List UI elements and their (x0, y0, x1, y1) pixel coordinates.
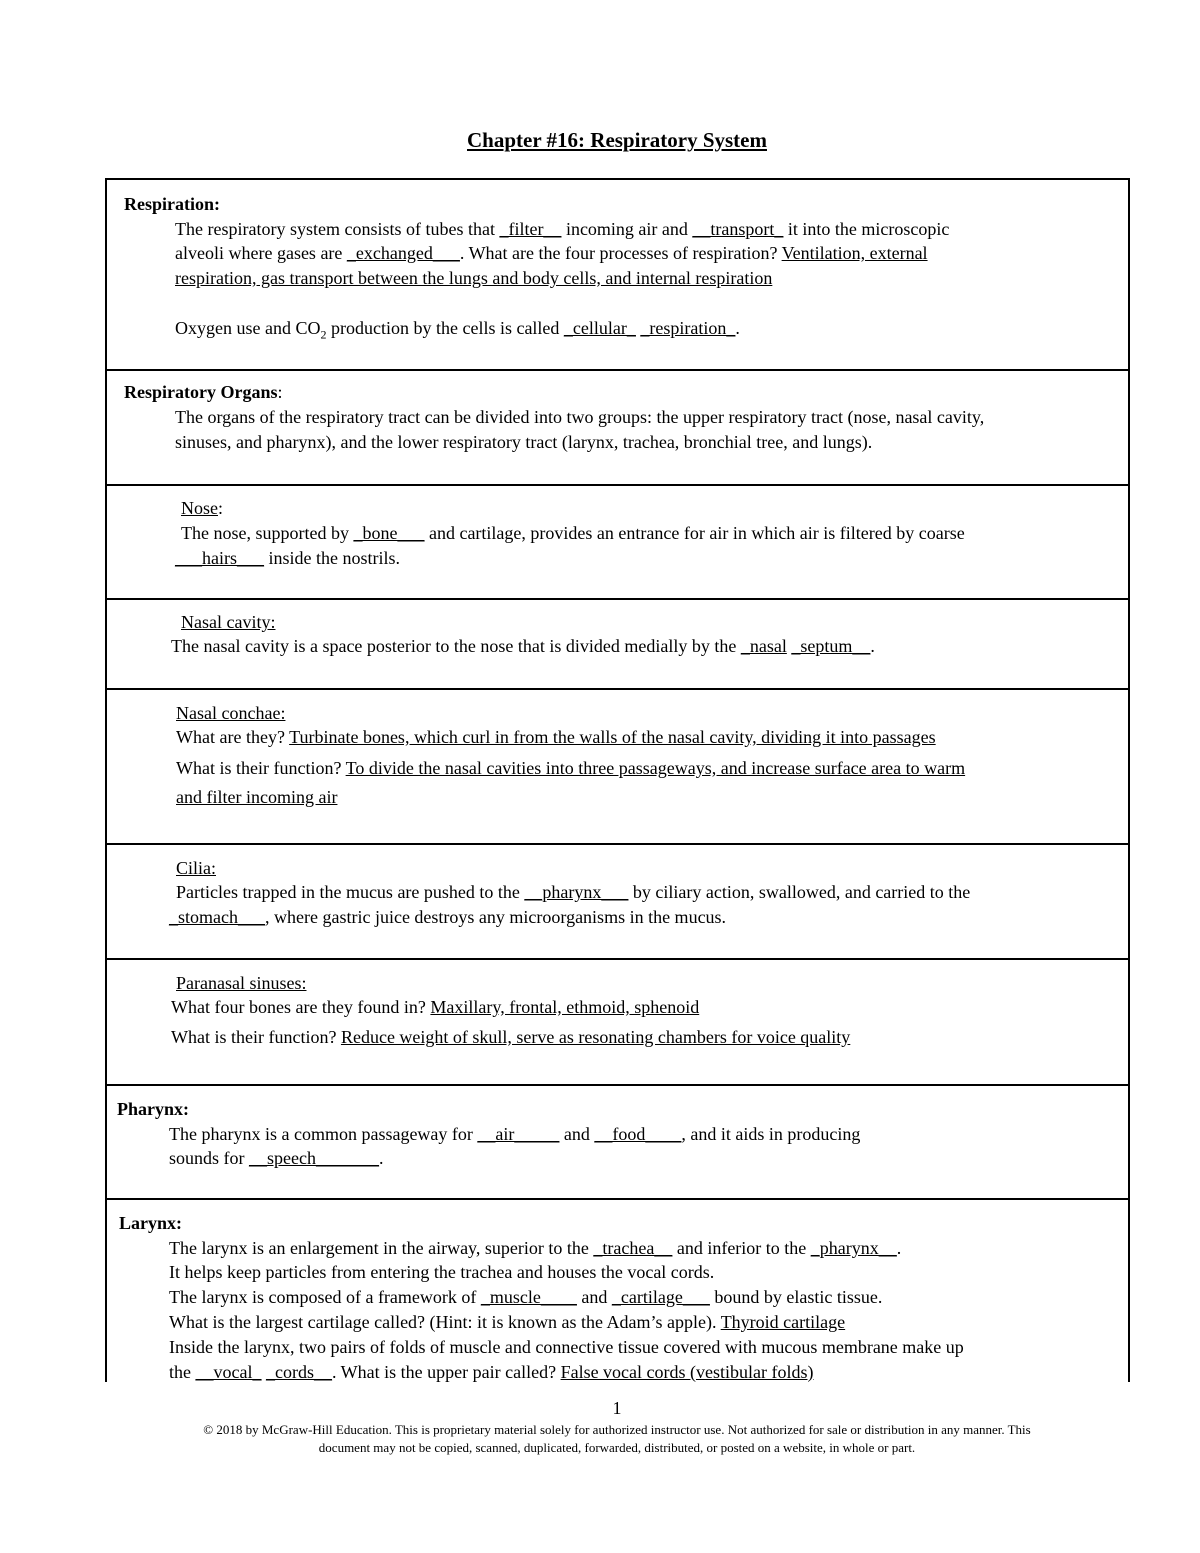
text: : (218, 498, 224, 518)
subsection-heading: Nose (181, 498, 218, 518)
answer-text: and filter incoming air (176, 787, 338, 807)
answer-text: Reduce weight of skull, serve as resonating chambers for voice quality (340, 1027, 851, 1047)
answer-blank: _cords__ (265, 1362, 332, 1382)
text: The larynx is composed of a framework of (169, 1287, 481, 1307)
cilia-line-1 (176, 881, 970, 903)
question: What four bones are they found in? (171, 997, 431, 1017)
text: . What is the upper pair called? (331, 1362, 561, 1382)
text: sounds for (169, 1148, 249, 1168)
answer-blank: __air_____ (477, 1124, 560, 1144)
text: production by the cells is called (326, 318, 564, 338)
answer-blank: __speech_______ (249, 1148, 379, 1168)
answer-blank: __transport_ (692, 219, 784, 239)
page-title: Chapter #16: Respiratory System (467, 128, 767, 152)
pharynx-line-2 (169, 1147, 383, 1169)
text: The pharynx is a common passageway for (169, 1124, 478, 1144)
subsection-heading: Nasal cavity: (181, 612, 276, 632)
answer-blank: _exchanged___ (346, 243, 460, 263)
question: What is their function? (176, 758, 346, 778)
answer-text: Turbinate bones, which curl in from the walls of the nasal cavity, dividing it into passages (289, 727, 936, 747)
subsection-heading: Paranasal sinuses: (176, 973, 307, 993)
text: and cartilage, provides an entrance for air in which air is filtered by coarse (424, 523, 965, 543)
answer-blank: __food____ (594, 1124, 682, 1144)
nose-line-2 (175, 547, 400, 569)
section-heading: Respiratory Organs (124, 382, 278, 402)
answer-text: To divide the nasal cavities into three passageways, and increase surface area to warm (345, 758, 966, 778)
section-larynx (107, 1198, 1128, 1384)
respiration-line-1 (175, 218, 949, 240)
answer-blank: _septum__ (791, 636, 871, 656)
answer-blank: __pharynx___ (524, 882, 629, 902)
answer-blank: _stomach___ (169, 907, 265, 927)
text: and (559, 1124, 595, 1144)
section-paranasal-sinuses (107, 958, 1128, 1086)
pharynx-line-1 (169, 1123, 860, 1145)
section-heading-line (124, 381, 283, 403)
section-nasal-conchae (107, 688, 1128, 845)
text: The nasal cavity is a space posterior to the nose that is divided medially by the (171, 636, 741, 656)
text: bound by elastic tissue. (709, 1287, 883, 1307)
text: incoming air and (561, 219, 693, 239)
conchae-question-1 (176, 726, 936, 748)
text: . (735, 318, 740, 338)
subsection-heading-line (181, 497, 223, 519)
section-heading: Pharynx: (117, 1099, 189, 1119)
text: by ciliary action, swallowed, and carried to the (628, 882, 971, 902)
text: . (870, 636, 875, 656)
subsection-heading: Nasal conchae: (176, 703, 286, 723)
organs-line-1: The organs of the respiratory tract can be divided into two groups: the upper respiratory tract (nose, nasal cavity, (175, 407, 985, 427)
larynx-line-5: Inside the larynx, two pairs of folds of muscle and connective tissue covered with mucous membrane make up (169, 1337, 964, 1357)
text: and (576, 1287, 612, 1307)
text: it into the microscopic (783, 219, 950, 239)
text: , and it aids in producing (681, 1124, 861, 1144)
question: What is the largest cartilage called? (Hint: it is known as the Adam’s apple). (169, 1312, 721, 1332)
text: , where gastric juice destroys any microorganisms in the mucus. (265, 907, 727, 927)
organs-line-2: sinuses, and pharynx), and the lower respiratory tract (larynx, trachea, bronchial tree, and lungs). (175, 432, 873, 452)
text: the (169, 1362, 196, 1382)
worksheet-table (105, 178, 1130, 1382)
answer-text: respiration, gas transport between the lungs and body cells, and internal respiration (175, 268, 773, 288)
larynx-line-2: It helps keep particles from entering the trachea and houses the vocal cords. (169, 1262, 715, 1282)
text: . (378, 1148, 384, 1168)
section-heading: Larynx: (119, 1213, 182, 1233)
copyright-line-1: © 2018 by McGraw-Hill Education. This is proprietary material solely for authorized instructor use. Not authorized for sale or distribution in any manner. This (203, 1422, 1031, 1437)
larynx-line-6 (169, 1361, 814, 1383)
copyright-line-2: document may not be copied, scanned, duplicated, forwarded, distributed, or posted on a website, in whole or part. (318, 1440, 916, 1455)
answer-blank: _pharynx__ (810, 1238, 897, 1258)
text: The respiratory system consists of tubes that (175, 219, 500, 239)
section-heading: Respiration: (124, 194, 220, 214)
text: inside the nostrils. (264, 548, 400, 568)
section-cilia (107, 843, 1128, 960)
subscript: 2 (320, 327, 327, 342)
respiration-line-2 (175, 242, 928, 264)
answer-blank: _filter__ (499, 219, 562, 239)
answer-blank: ___hairs___ (175, 548, 264, 568)
text: alveoli where gases are (175, 243, 347, 263)
sinuses-question-2 (171, 1026, 850, 1048)
answer-blank: _cartilage___ (611, 1287, 710, 1307)
subsection-heading: Cilia: (176, 858, 216, 878)
answer-text: Maxillary, frontal, ethmoid, sphenoid (430, 997, 700, 1017)
page-number: 1 (612, 1398, 622, 1418)
text: . (896, 1238, 902, 1258)
text: and inferior to the (672, 1238, 811, 1258)
answer-text: False vocal cords (vestibular folds) (560, 1362, 814, 1382)
nasal-cavity-line-1 (171, 635, 875, 657)
section-pharynx (107, 1084, 1128, 1200)
section-respiration (107, 180, 1128, 371)
section-respiratory-organs (107, 369, 1128, 486)
section-nasal-cavity (107, 598, 1128, 690)
answer-text: Thyroid cartilage (720, 1312, 846, 1332)
conchae-question-2 (176, 757, 965, 779)
text: Particles trapped in the mucus are pushed to the (176, 882, 525, 902)
question: What is their function? (171, 1027, 341, 1047)
text: The larynx is an enlargement in the airway, superior to the (169, 1238, 594, 1258)
larynx-line-4 (169, 1311, 845, 1333)
section-nose (107, 484, 1128, 600)
answer-blank: _bone___ (353, 523, 425, 543)
answer-blank: __vocal_ (195, 1362, 262, 1382)
text: . What are the four processes of respiration? (459, 243, 782, 263)
answer-blank: _muscle____ (480, 1287, 577, 1307)
question: What are they? (176, 727, 290, 747)
larynx-line-3 (169, 1286, 882, 1308)
cilia-line-2 (169, 906, 726, 928)
text: The nose, supported by (181, 523, 354, 543)
answer-blank: _trachea__ (593, 1238, 673, 1258)
nose-line-1 (181, 522, 965, 544)
larynx-line-1 (169, 1237, 901, 1259)
answer-blank: _cellular_ (563, 318, 636, 338)
answer-text: Ventilation, external (781, 243, 928, 263)
answer-blank: _nasal (740, 636, 787, 656)
text: Oxygen use and CO (175, 318, 321, 338)
respiration-line-3 (175, 317, 740, 346)
text: : (277, 382, 283, 402)
answer-blank: _respiration_ (640, 318, 736, 338)
sinuses-question-1 (171, 996, 699, 1018)
